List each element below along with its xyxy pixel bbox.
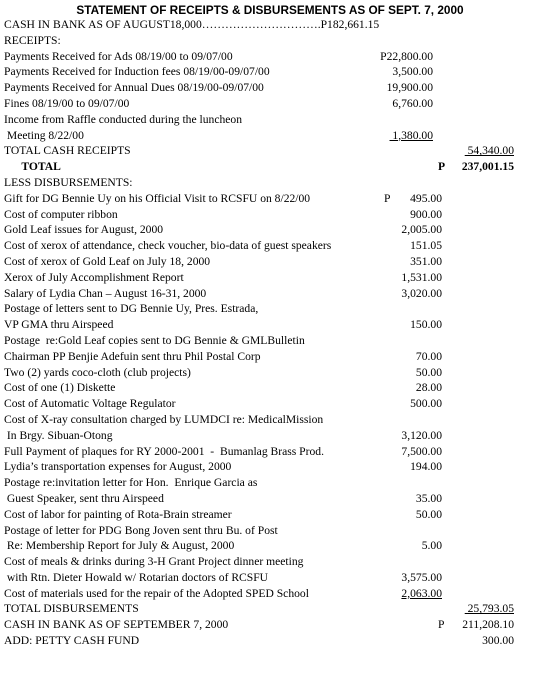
statement-line	[4, 254, 536, 270]
statement-line	[4, 444, 536, 460]
line-label: Postage re:Gold Leaf copies sent to DG Bennie & GMLBulletin	[4, 333, 305, 347]
statement-line	[4, 112, 536, 128]
statement-line	[4, 80, 536, 96]
line-amount: 19,900.00	[386, 81, 433, 95]
line-label: with Rtn. Dieter Howald w/ Rotarian doctors of RCSFU	[4, 570, 269, 584]
peso-sign: P	[384, 191, 391, 205]
line-amount: 495.00	[410, 191, 442, 205]
line-label: TOTAL DISBURSEMENTS	[4, 602, 139, 616]
line-amount: 50.00	[415, 365, 442, 379]
line-label: Cost of computer ribbon	[4, 207, 118, 221]
line-amount: 500.00	[410, 397, 442, 411]
statement-line	[4, 175, 536, 191]
line-amount: 3,575.00	[401, 570, 442, 584]
statement-line	[4, 301, 536, 317]
statement-line	[4, 49, 536, 65]
statement-line	[4, 570, 536, 586]
line-label: LESS DISBURSEMENTS:	[4, 175, 133, 189]
line-label: VP GMA thru Airspeed	[4, 318, 114, 332]
statement-line	[4, 64, 536, 80]
line-label: Postage re:invitation letter for Hon. Enrique Garcia as	[4, 476, 258, 490]
statement-line	[4, 317, 536, 333]
statement-line	[4, 538, 536, 554]
line-amount: 6,760.00	[392, 96, 433, 110]
line-label: Chairman PP Benjie Adefuin sent thru Phil Postal Corp	[4, 349, 261, 363]
line-label: CASH IN BANK AS OF AUGUST18,000………………………….P182,661.15	[4, 18, 380, 31]
line-amount: 1,531.00	[401, 270, 442, 284]
line-label: Full Payment of plaques for RY 2000-2001 - Bumanlag Brass Prod.	[4, 444, 324, 458]
line-amount: 151.05	[410, 239, 442, 253]
statement-line	[4, 459, 536, 475]
statement-line	[4, 617, 536, 633]
line-label: In Brgy. Sibuan-Otong	[4, 428, 113, 442]
statement-line	[4, 412, 536, 428]
line-label: Cost of meals & drinks during 3-H Grant Project dinner meeting	[4, 555, 304, 569]
line-amount: 35.00	[415, 491, 442, 505]
statement-line	[4, 238, 536, 254]
line-amount: 3,120.00	[401, 428, 442, 442]
statement-line	[4, 191, 536, 207]
statement-line	[4, 428, 536, 444]
statement-line	[4, 523, 536, 539]
line-label: Lydia’s transportation expenses for August, 2000	[4, 460, 232, 474]
line-label: CASH IN BANK AS OF SEPTEMBER 7, 2000	[4, 618, 229, 632]
line-label: Cost of xerox of attendance, check voucher, bio-data of guest speakers	[4, 239, 332, 253]
line-label: Income from Raffle conducted during the luncheon	[4, 112, 243, 126]
statement-line	[4, 286, 536, 302]
line-amount: 3,500.00	[392, 65, 433, 79]
peso-sign: P	[438, 618, 445, 632]
line-amount: 351.00	[410, 254, 442, 268]
statement-line	[4, 365, 536, 381]
line-label: Payments Received for Induction fees 08/19/00-09/07/00	[4, 65, 270, 79]
statement-line	[4, 475, 536, 491]
statement-line	[4, 96, 536, 112]
line-amount: 2,005.00	[401, 223, 442, 237]
line-label: Salary of Lydia Chan – August 16-31, 2000	[4, 286, 207, 300]
statement-line	[4, 159, 536, 175]
statement-line	[4, 601, 536, 617]
line-amount: 70.00	[415, 349, 442, 363]
line-label: Meeting 8/22/00	[4, 128, 84, 142]
statement-line	[4, 633, 536, 649]
line-label: Cost of one (1) Diskette	[4, 381, 116, 395]
statement-line	[4, 207, 536, 223]
line-amount: 150.00	[410, 318, 442, 332]
line-amount: 54,340.00	[464, 144, 514, 158]
line-label: TOTAL CASH RECEIPTS	[4, 144, 131, 158]
statement-line	[4, 128, 536, 144]
statement-line	[4, 17, 536, 33]
statement-line	[4, 222, 536, 238]
statement-line	[4, 270, 536, 286]
line-label: Cost of X-ray consultation charged by LUMDCI re: MedicalMission	[4, 412, 324, 426]
statement-line	[4, 491, 536, 507]
statement-line	[4, 33, 536, 49]
statement-line	[4, 349, 536, 365]
line-amount: 1,380.00	[389, 128, 433, 142]
line-amount: 3,020.00	[401, 286, 442, 300]
line-amount: 28.00	[415, 381, 442, 395]
line-label: Payments Received for Ads 08/19/00 to 09/07/00	[4, 49, 233, 63]
line-label: Payments Received for Annual Dues 08/19/00-09/07/00	[4, 81, 264, 95]
line-amount: 25,793.05	[464, 602, 514, 616]
line-label: Postage of letter for PDG Bong Joven sent thru Bu. of Post	[4, 523, 278, 537]
line-amount: 2,063.00	[401, 586, 442, 600]
line-label: Re: Membership Report for July & August, 2000	[4, 539, 235, 553]
statement-line	[4, 333, 536, 349]
line-label: Gold Leaf issues for August, 2000	[4, 223, 164, 237]
line-amount: 211,208.10	[462, 618, 514, 632]
line-label: Gift for DG Bennie Uy on his Official Visit to RCSFU on 8/22/00	[4, 191, 311, 205]
line-label: Xerox of July Accomplishment Report	[4, 270, 184, 284]
line-label: Postage of letters sent to DG Bennie Uy, Pres. Estrada,	[4, 302, 259, 316]
statement-line	[4, 380, 536, 396]
statement-line	[4, 143, 536, 159]
line-amount: 5.00	[421, 539, 442, 553]
line-amount: 7,500.00	[401, 444, 442, 458]
line-label: Cost of materials used for the repair of the Adopted SPED School	[4, 586, 309, 600]
peso-sign: P	[438, 160, 446, 174]
statement-title: STATEMENT OF RECEIPTS & DISBURSEMENTS AS OF SEPT. 7, 2000	[76, 3, 464, 17]
line-amount: 300.00	[482, 634, 514, 648]
statement-line	[4, 396, 536, 412]
line-label: Cost of labor for painting of Rota-Brain streamer	[4, 507, 232, 521]
line-label: Guest Speaker, sent thru Airspeed	[4, 491, 164, 505]
line-amount: 50.00	[415, 507, 442, 521]
line-label: Cost of Automatic Voltage Regulator	[4, 397, 176, 411]
statement-line	[4, 554, 536, 570]
line-amount: 194.00	[410, 460, 442, 474]
statement-line	[4, 586, 536, 602]
line-label: Fines 08/19/00 to 09/07/00	[4, 96, 130, 110]
line-label: Two (2) yards coco-cloth (club projects)	[4, 365, 191, 379]
line-label: TOTAL	[4, 160, 61, 174]
line-label: Cost of xerox of Gold Leaf on July 18, 2000	[4, 254, 211, 268]
line-amount: P22,800.00	[380, 49, 433, 63]
line-amount: 900.00	[410, 207, 442, 221]
statement-line	[4, 507, 536, 523]
line-amount: 237,001.15	[461, 160, 514, 174]
statement-lines	[4, 17, 536, 649]
line-label: ADD: PETTY CASH FUND	[4, 634, 140, 648]
line-label: RECEIPTS:	[4, 33, 61, 47]
